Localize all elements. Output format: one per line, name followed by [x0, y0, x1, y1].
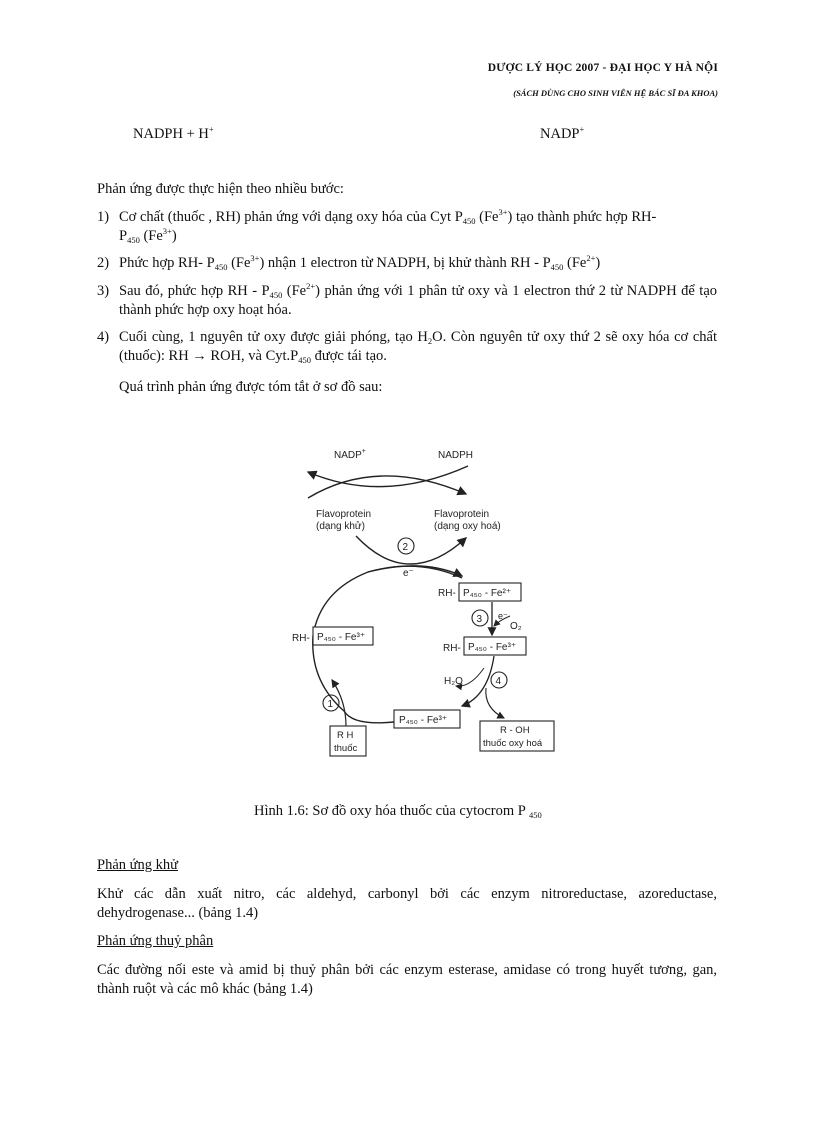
flavoprotein-right-1: Flavoprotein	[434, 509, 490, 520]
step-text: Cuối cùng, 1 nguyên tử oxy được giải phóng, tạo $H_2O$. Còn nguyên tử oxy thứ 2 sẽ oxy hóa cơ chất (thuốc): RH → ROH, và $Cyt.P_{450}$ được tái tạo.	[119, 329, 717, 365]
product-arrow	[486, 688, 504, 718]
flavoprotein-right-2: (dạng oxy hoá)	[434, 521, 501, 532]
step-text: Cơ chất (thuốc , RH) phản ứng với dạng oxy hóa của Cyt $P_{450}$ $(Fe^{3+})$ tạo thành phức hợp RH- $P_{450}$ $(Fe^{3+})$	[119, 207, 657, 245]
nadph-label: NADPH	[438, 450, 474, 461]
cytochrome-p450-diagram	[248, 426, 573, 766]
box-p450-fe3-right-label: P₄₅₀ - Fe³⁺	[468, 642, 517, 653]
electron-label: e⁻	[403, 568, 414, 579]
rh-drug-sublabel: thuốc	[334, 743, 358, 754]
step-number: 4)	[97, 329, 110, 345]
equation-right: NADP+	[540, 124, 585, 142]
step-number: 3)	[97, 283, 110, 299]
step-number: 1)	[97, 209, 110, 225]
intro-text: Phản ứng được thực hiện theo nhiều bước:	[97, 181, 344, 197]
cycle-bottom-arc	[344, 711, 394, 723]
step-2-label: 2	[402, 542, 409, 553]
box-p450-fe3-bottom-label: P₄₅₀ - Fe³⁺	[399, 715, 448, 726]
step-4-label: 4	[495, 676, 502, 687]
box-p450-fe2-label: P₄₅₀ - Fe²⁺	[463, 588, 512, 599]
flavoprotein-left-1: Flavoprotein	[316, 509, 372, 520]
equation-left: NADPH + H+	[133, 124, 214, 142]
step-4-arrow	[462, 656, 494, 706]
step-text: Sau đó, phức hợp RH - $P_{450}$ $(Fe^{2+})$ phản ứng với 1 phân tử oxy và 1 electron thứ 2 từ NADPH để tạo thành phức hợp oxy hoạt hóa.	[119, 281, 718, 318]
step-1-label: 1	[327, 699, 334, 710]
book-title: DƯỢC LÝ HỌC 2007 - ĐẠI HỌC Y HÀ NỘI	[487, 62, 718, 74]
step-3-label: 3	[476, 614, 483, 625]
rh-prefix-middle: RH-	[443, 643, 461, 654]
rh-prefix-top: RH-	[438, 588, 456, 599]
section-hydrolysis-text: Các đường nối este và amid bị thuỷ phân bởi các enzym esterase, amidase có trong huyết tương, gan, thành ruột và các mô khác (bảng 1.4)	[97, 962, 717, 997]
rh-prefix-left: RH-	[292, 633, 310, 644]
water-label: H₂O	[444, 676, 463, 687]
summary-text: Quá trình phản ứng được tóm tắt ở sơ đồ sau:	[119, 379, 383, 395]
figure-caption: Hình 1.6: Sơ đồ oxy hóa thuốc của cytocrom P $_{450}$	[254, 803, 542, 820]
book-subtitle: (SÁCH DÙNG CHO SINH VIÊN HỆ BÁC SĨ ĐA KHOA)	[513, 88, 718, 98]
section-hydrolysis-heading: Phản ứng thuỷ phân	[97, 933, 214, 949]
diagram-svg	[248, 426, 573, 766]
section-reduction-heading: Phản ứng khử	[97, 857, 178, 873]
section-reduction-text: Khử các dẫn xuất nitro, các aldehyd, carbonyl bởi các enzym nitroreductase, azoreductase, dehydrogenase... (bảng 1.4)	[97, 886, 717, 921]
rh-drug-label: R H	[337, 730, 354, 741]
electron-label-2: e⁻	[498, 611, 508, 621]
cycle-top-arrow	[368, 566, 462, 576]
roh-sublabel: thuốc oxy hoá	[483, 738, 543, 749]
step-text: Phức hợp RH- $P_{450}$ $(Fe^{3+})$ nhận 1 electron từ NADPH, bị khử thành RH - $P_{450}$ $(Fe^{2+})$	[119, 253, 601, 272]
step-number: 2)	[97, 255, 110, 271]
box-p450-fe3-left-label: P₄₅₀ - Fe³⁺	[317, 632, 366, 643]
nadp-label: NADP+	[334, 448, 366, 461]
oxygen-label: O₂	[510, 621, 522, 632]
flavoprotein-left-2: (dạng khử)	[316, 521, 365, 532]
roh-label: R - OH	[500, 725, 530, 736]
